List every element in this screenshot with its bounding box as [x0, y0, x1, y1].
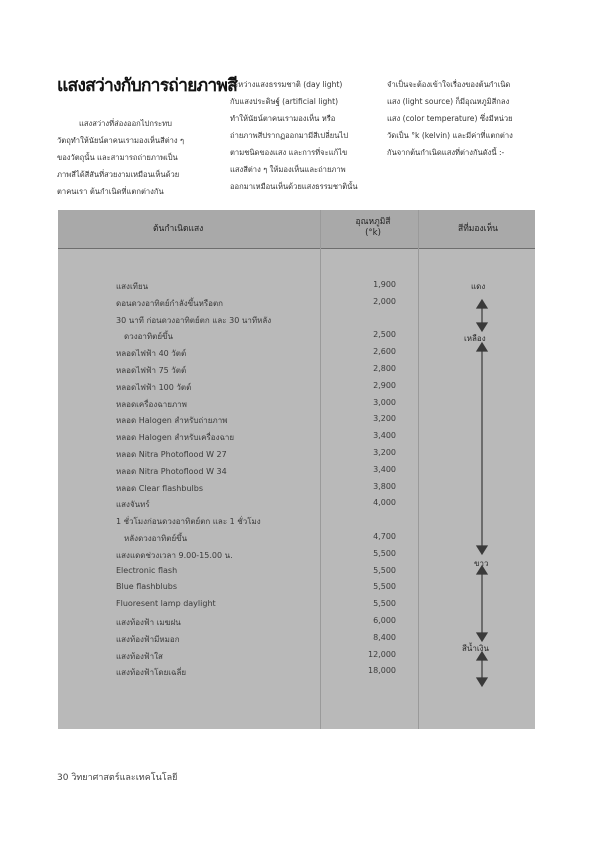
- light-source-cell: หลอด Clear flashbulbs: [116, 483, 203, 493]
- text-line: ถ่ายภาพสีปรากฏออกมามีสีเปลี่ยนไป: [230, 131, 349, 140]
- light-source-cell: แสงเทียน: [116, 282, 149, 291]
- text-line: ออกมาเหมือนเห็นด้วยแสงธรรมชาตินั้น: [230, 182, 358, 191]
- text-line: ตาคนเรา ต้นกำเนิดที่แตกต่างกัน: [57, 187, 164, 196]
- light-source-cell: แสงท้องฟ้า เมฆฝน: [116, 618, 181, 627]
- light-source-cell: ดอนดวงอาทิตย์กำลังขึ้นหรือตก: [116, 298, 224, 308]
- text-line: ทำให้นัยน์ตาคนเรามองเห็น หรือ: [230, 114, 336, 123]
- intro-column-2: [230, 76, 366, 195]
- light-source-cell: หลอดไฟฟ้า 40 วัตต์: [116, 349, 187, 359]
- color-label-red: แดง: [471, 282, 486, 291]
- page-heading: แสงสว่างกับการถ่ายภาพสี: [57, 76, 237, 96]
- temperature-cell: 5,500: [373, 582, 396, 592]
- text-line: ตามชนิดของแสง และการที่จะแก้ไข: [230, 148, 348, 157]
- temperature-cell: 3,200: [373, 414, 396, 424]
- text-line: ภาพสีได้สีสันที่สวยงามเหมือนเห็นด้วย: [57, 170, 180, 179]
- temperature-cell: 2,600: [373, 347, 396, 357]
- color-temperature-table: [58, 210, 535, 729]
- light-source-cell: Blue flashblubs: [116, 582, 178, 592]
- light-source-cell: หลอด Nitra Photoflood W 27: [116, 450, 227, 459]
- light-source-cell: แสงท้องฟ้าใส: [116, 651, 163, 661]
- text-line: กันจากต้นกำเนิดแสงที่ต่างกันดังนี้ :-: [387, 148, 505, 157]
- temperature-cell: 1,900: [373, 280, 396, 289]
- temperature-cell: 2,500: [373, 330, 396, 340]
- temperature-cell: 5,500: [373, 548, 396, 558]
- color-label-yellow: เหลือง: [464, 334, 486, 343]
- temperature-cell: 4,000: [373, 498, 396, 508]
- arrow-head: [477, 300, 487, 308]
- light-source-cell: หลอดไฟฟ้า 100 วัตต์: [116, 382, 192, 392]
- text-line: แสง (light source) ก็มีอุณหภูมิสีกลง: [387, 97, 510, 106]
- light-source-cell: 30 นาที ก่อนดวงอาทิตย์ตก และ 30 นาทีหลัง: [116, 315, 272, 325]
- temperature-cell: 18,000: [368, 666, 396, 676]
- light-source-cell: หลอด Halogen สำหรับเครื่องฉาย: [116, 433, 235, 443]
- text-line: วัดเป็น °k (kelvin) และมีค่าที่แตกต่าง: [387, 131, 513, 140]
- intro-column-3: [387, 76, 535, 161]
- temperature-cell: 3,800: [373, 481, 396, 491]
- page-footer: 30 วิทยาศาสตร์และเทคโนโลยี: [57, 773, 178, 783]
- temperature-cell: 3,200: [373, 448, 396, 457]
- light-source-cell: แสงจันทร์: [116, 500, 150, 510]
- text-line: ของวัตถุนั้น และสามารถถ่ายภาพเป็น: [57, 153, 178, 162]
- temperature-cell: 2,000: [373, 296, 396, 306]
- temperature-cell: 2,900: [373, 380, 396, 390]
- temperature-cell: 5,500: [373, 599, 396, 609]
- text-line: วัตถุทำให้นัยน์ตาคนเรามองเห็นสีต่าง ๆ: [57, 136, 185, 145]
- header-temperature-unit: (°k): [365, 228, 381, 238]
- temperature-cell: 8,400: [373, 632, 396, 642]
- light-source-cell: หลังดวงอาทิตย์ขึ้น: [124, 534, 188, 543]
- text-line: ระหว่างแสงธรรมชาติ (day light): [230, 80, 343, 89]
- header-color: สีที่มองเห็น: [458, 224, 498, 234]
- temperature-cell: 4,700: [373, 532, 396, 541]
- color-label-white: ขาว: [474, 559, 489, 568]
- temperature-cell: 5,500: [373, 565, 396, 575]
- light-source-cell: แสงแดดช่วงเวลา 9.00-15.00 น.: [116, 550, 233, 560]
- color-label-blue: สีน้ำเงิน: [462, 644, 489, 653]
- light-source-cell: Electronic flash: [116, 565, 178, 575]
- light-source-cell: ดวงอาทิตย์ขึ้น: [124, 332, 173, 342]
- arrow-head: [477, 633, 487, 641]
- light-source-cell: หลอด Halogen สำหรับถ่ายภาพ: [116, 416, 228, 426]
- header-temperature-label: อุณหภูมิสี: [355, 217, 391, 227]
- intro-column-1: [57, 115, 227, 200]
- arrow-head: [477, 546, 487, 554]
- light-source-cell: แสงท้องฟ้าโดยเฉลี่ย: [116, 668, 187, 678]
- arrow-head: [477, 323, 487, 331]
- light-source-cell: แสงท้องฟ้ามีหมอก: [116, 634, 180, 644]
- text-line: จำเป็นจะต้องเข้าใจเรื่องของต้นกำเนิด: [387, 80, 511, 89]
- light-source-cell: หลอดเครื่องฉายภาพ: [116, 399, 187, 409]
- light-source-cell: 1 ชั่วโมงก่อนดวงอาทิตย์ตก และ 1 ชั่วโมง: [116, 517, 261, 527]
- text-line: แสงสว่างที่ส่องออกไปกระทบ: [79, 119, 172, 128]
- header-source: ต้นกำเนิดแสง: [153, 224, 204, 234]
- temperature-cell: 2,800: [373, 364, 396, 373]
- text-line: แสงสีต่าง ๆ ให้มองเห็นและถ่ายภาพ: [230, 165, 346, 174]
- light-source-cell: หลอด Nitra Photoflood W 34: [116, 466, 227, 476]
- light-source-cell: Fluoresent lamp daylight: [116, 599, 216, 609]
- arrow-head: [477, 678, 487, 686]
- temperature-cell: 6,000: [373, 616, 396, 625]
- temperature-cell: 3,400: [373, 431, 396, 441]
- text-line: แสง (color temperature) ซึ่งมีหน่วย: [387, 114, 513, 123]
- temperature-cell: 3,400: [373, 464, 396, 474]
- temperature-cell: 12,000: [368, 649, 396, 659]
- text-line: กับแสงประดิษฐ์ (artificial light): [230, 97, 339, 106]
- light-source-cell: หลอดไฟฟ้า 75 วัตต์: [116, 366, 187, 375]
- temperature-cell: 3,000: [373, 397, 396, 407]
